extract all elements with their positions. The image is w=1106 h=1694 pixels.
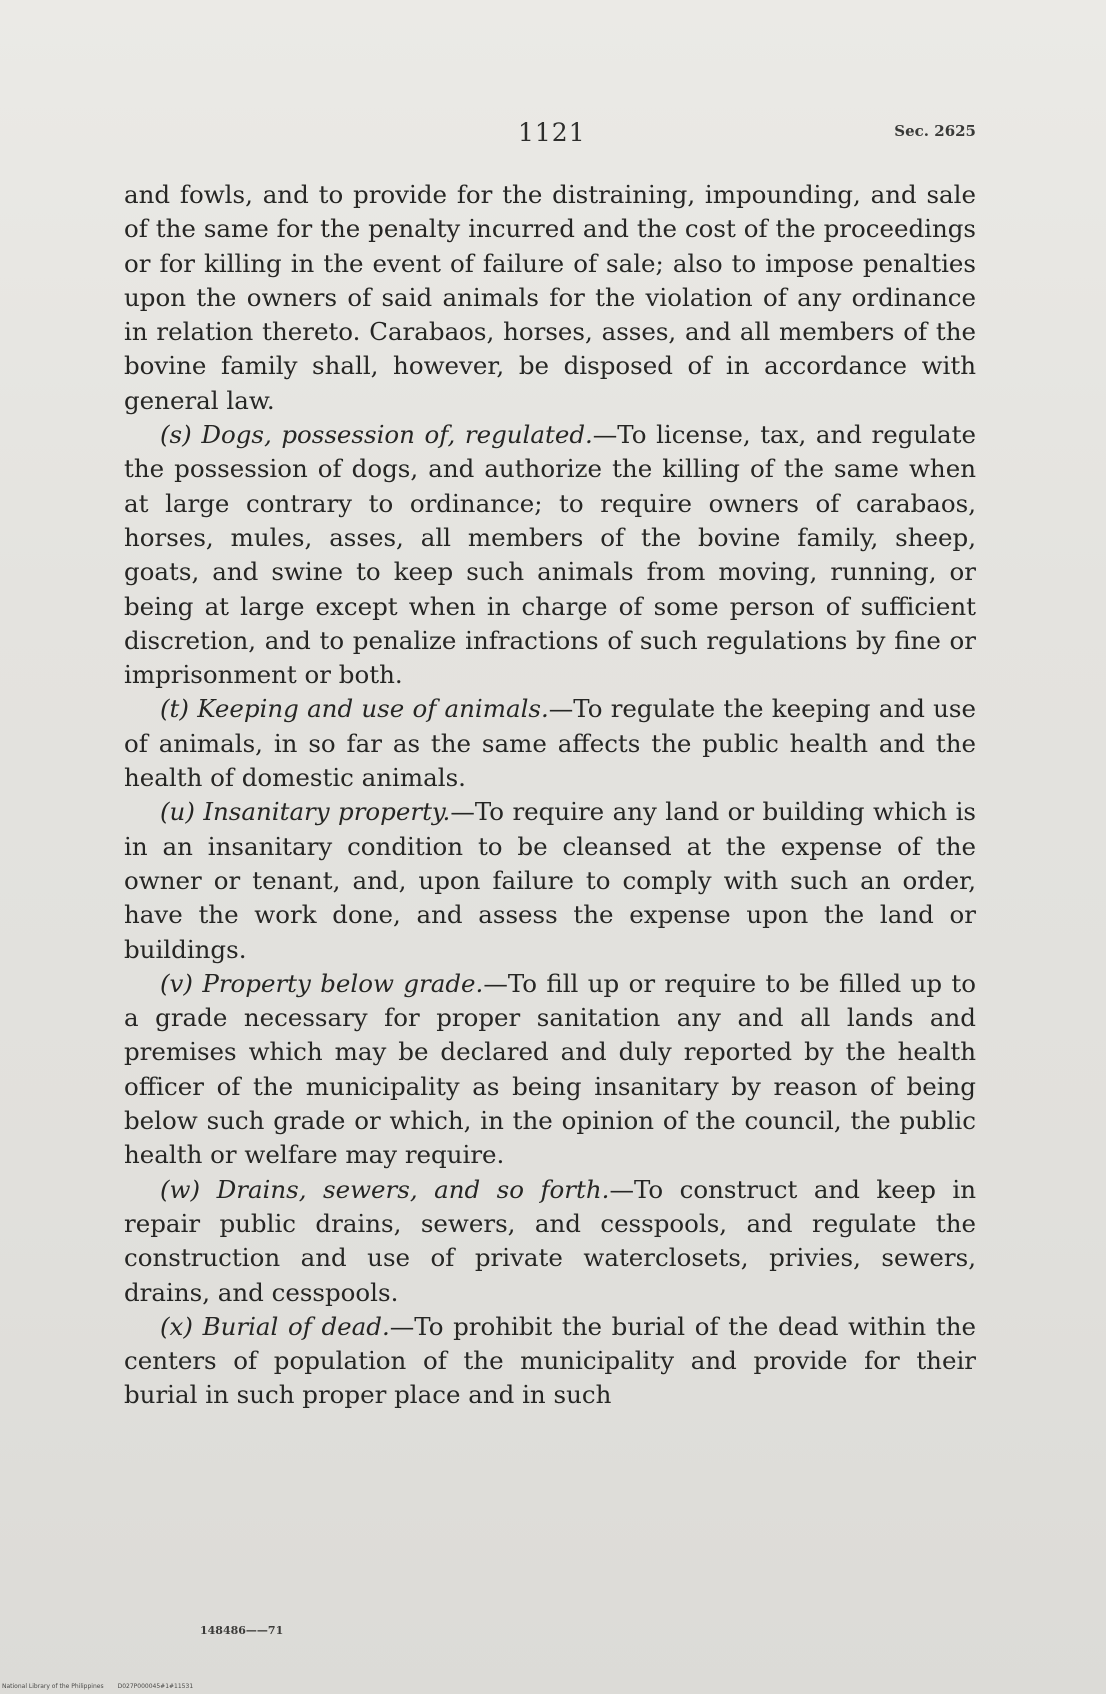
paragraph-w xyxy=(124,1173,976,1310)
section-reference: Sec. 2625 xyxy=(894,122,976,140)
paragraph-label: (x) xyxy=(160,1311,193,1341)
paragraph-text: —To regulate the keeping and use of animals, in so far as the same affects the public health and the health of domestic animals. xyxy=(124,694,976,793)
paragraph-label: (t) xyxy=(160,694,189,724)
paragraph-v xyxy=(124,967,976,1173)
paragraph-continuation xyxy=(124,178,976,418)
paragraph-t xyxy=(124,692,976,795)
scan-credit xyxy=(2,1683,193,1690)
paragraph-text: —To fill up or require to be filled up to a grade necessary for proper sanitation any and all lands and premises which may be declared and duly reported by the health officer of the municipality as being insanitary by reason of being below such grade or which, in the opinion of the council, the public health or welfare may require. xyxy=(124,968,976,1170)
paragraph-label: (v) xyxy=(160,968,193,998)
paragraph-heading: Dogs, possession of, regulated. xyxy=(201,420,593,450)
paragraph-label: (u) xyxy=(160,797,195,827)
library-name: National Library of the Philippines xyxy=(2,1683,104,1690)
paragraph-heading: Burial of dead. xyxy=(202,1311,390,1341)
paragraph-text: and fowls, and to provide for the distraining, impounding, and sale of the same for the penalty incurred and the cost of the proceedings or for killing in the event of failure of sale; also to impose penalties upon the owners of said animals for the violation of any ordinance in relation thereto. Carabaos, horses, asses, and all members of the bovine family shall, however, be disposed of in accordance with general law. xyxy=(124,180,976,415)
paragraph-heading: Insanitary property. xyxy=(203,797,451,827)
paragraph-label: (w) xyxy=(160,1174,201,1204)
scan-identifier: D027P000045#1#11531 xyxy=(117,1683,194,1690)
page-header xyxy=(124,118,976,158)
paragraph-text: —To prohibit the burial of the dead within the centers of population of the municipality and provide for their burial in such proper place and in such xyxy=(124,1311,976,1410)
paragraph-text: —To license, tax, and regulate the possession of dogs, and authorize the killing of the same when at large contrary to ordinance; to require owners of carabaos, horses, mules, asses, all members of the bovine family, sheep, goats, and swine to keep such animals from moving, running, or being at large except when in charge of some person of sufficient discretion, and to penalize infractions of such regulations by fine or imprisonment or both. xyxy=(124,420,976,690)
paragraph-heading: Property below grade. xyxy=(202,968,484,998)
paragraph-heading: Keeping and use of animals. xyxy=(197,694,549,724)
paragraph-text: —To construct and keep in repair public drains, sewers, and cesspools, and regulate the construction and use of private waterclosets, privies, sewers, drains, and cesspools. xyxy=(124,1174,977,1307)
paragraph-label: (s) xyxy=(160,420,192,450)
paragraph-text: —To require any land or building which is in an insanitary condition to be cleansed at the expense of the owner or tenant, and, upon failure to comply with such an order, have the work done, and assess the expense upon the land or buildings. xyxy=(124,797,976,964)
paragraph-s xyxy=(124,418,976,692)
paragraph-u xyxy=(124,795,976,966)
page-number: 1121 xyxy=(518,118,586,147)
body-text xyxy=(124,178,976,1413)
paragraph-heading: Drains, sewers, and so forth. xyxy=(216,1174,610,1204)
paragraph-x xyxy=(124,1310,976,1413)
print-code: 148486——71 xyxy=(200,1624,284,1637)
